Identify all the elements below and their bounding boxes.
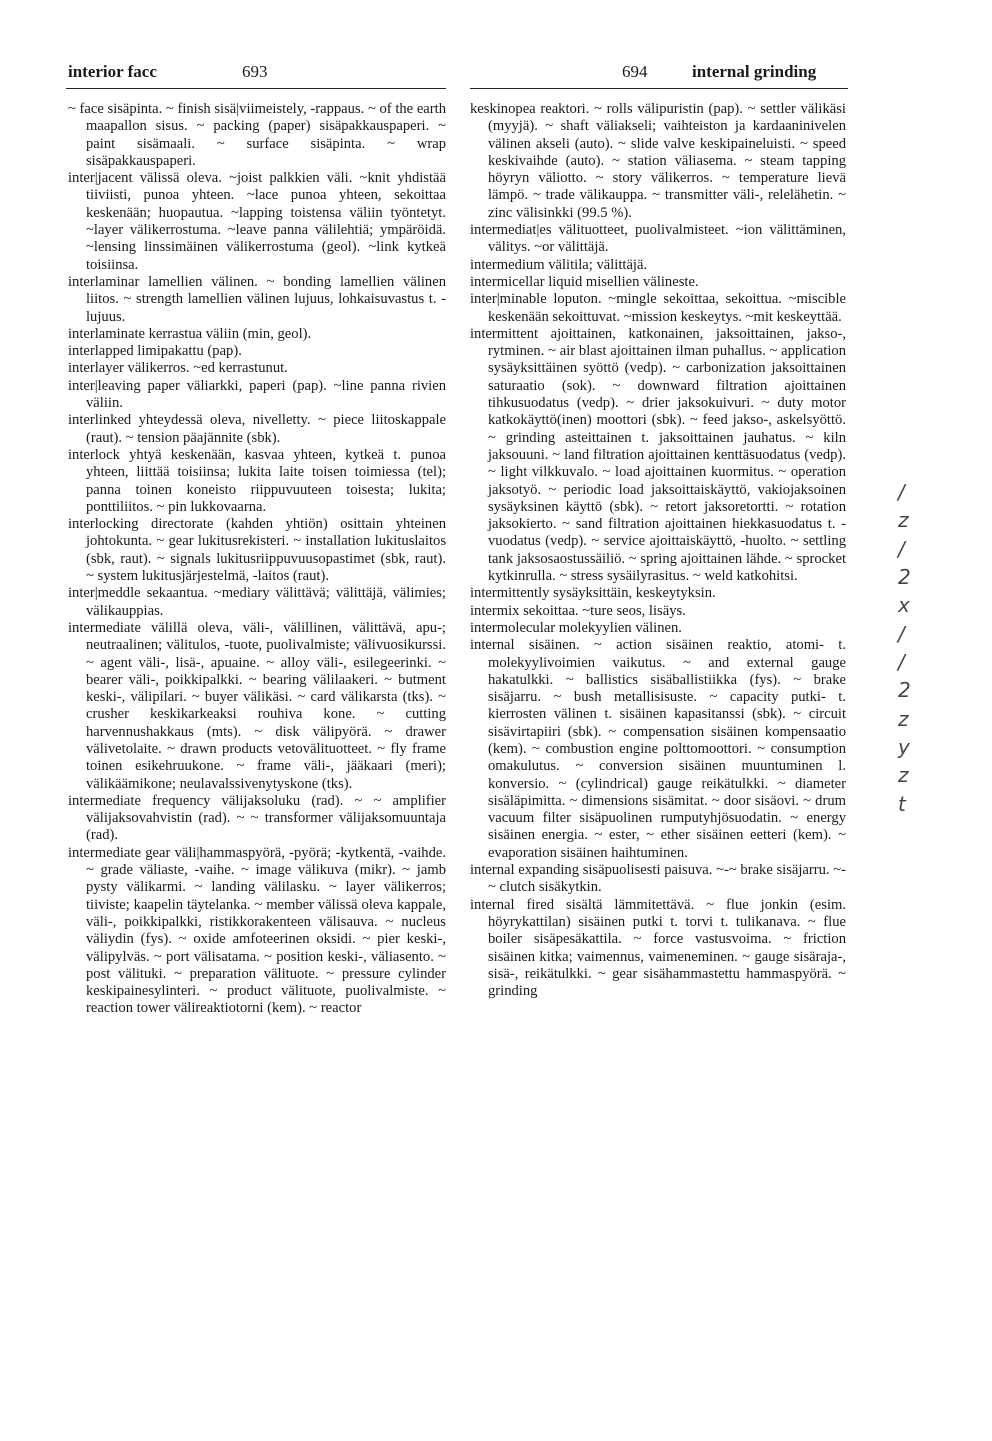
dictionary-entry: keskinopea reaktori. ~ rolls välipuristin (pap). ~ settler välikäsi (myyjä). ~ shaft väliakseli; vaihteiston ja kardaaninivelen välinen akseli (auto). ~ slide valve keskipaineluisti. ~ speed keskivaihde (auto). ~ station väliasema. ~ steam tapping höyryn väliotto. ~ story välikerros. ~ temperature lievä lämpö. ~ trade välikauppa. ~ transmitter väli-, relelähetin. ~ zinc välisinkki (99.5 %). <box>470 101 846 221</box>
dictionary-entry: interlapped limipakattu (pap). <box>68 343 242 360</box>
dictionary-entry: intermedium välitila; välittäjä. <box>470 256 648 273</box>
margin-mark: / <box>898 480 905 504</box>
dictionary-entry: interlocking directorate (kahden yhtiön) osittain yhteinen johtokunta. ~ gear lukitusrekisteri. ~ installation lukituslaitos (sbk, raut). ~ signals lukitusriippuvuusopastimet (sbk, raut). ~ system lukitusjärjestelmä, -laitos (raut). <box>68 516 446 585</box>
right-guide-word: internal grinding <box>692 62 817 81</box>
dictionary-entry: interlaminate kerrastua väliin (min, geol). <box>68 325 312 342</box>
margin-mark: / <box>898 650 905 674</box>
left-column <box>68 101 446 1321</box>
margin-mark: z <box>898 706 909 731</box>
margin-mark: t <box>898 791 906 816</box>
margin-mark: 2 <box>898 678 911 703</box>
dictionary-entry: internal sisäinen. ~ action sisäinen reaktio, atomi- t. molekyylivoimien vaikutus. ~ and external gauge hakatulkki. ~ ballistics sisäballistiikka (fys). ~ brake sisäjarru. ~ bush metallisisuste. ~ capacity putki- t. kierrosten välinen t. sisäinen kapasitanssi (sbk). ~ circuit sisävirtapiiri (sbk). ~ compensation sisäinen kompensaatio (kem). ~ combustion engine polttomoottori. ~ consumption omakulutus. ~ conversion sisäinen muuntuminen l. konversio. ~ (cylindrical) gauge reikätulkki. ~ diameter sisäläpimitta. ~ dimensions sisämitat. ~ door sisäovi. ~ drum vacuum filter sisäpuolinen rumputyhjösuodatin. ~ energy sisäinen energia. ~ ester, ~ ether sisäinen eetteri (kem). ~ evaporation sisäinen haihtuminen. <box>470 637 846 861</box>
dictionary-entry: intermix sekoittaa. ~ture seos, lisäys. <box>470 602 686 619</box>
dictionary-entry: intermittent ajoittainen, katkonainen, jaksoittainen, jakso-, rytminen. ~ air blast ajoittainen ilman puhallus. ~ application sysäyksittäinen syöttö (vedp). ~ carbonization jaksoittainen saturaatio (sok). ~ downward filtration ajoittainen tihkusuodatus (vedp). ~ drier jaksokuivuri. ~ duty motor katkokäyttö(inen) moottori (sbk). ~ feed jakso-, askelsyöttö. ~ grinding asteittainen t. jaksoittainen jauhatus. ~ kiln jaksouuni. ~ land filtration ajoittainen kenttäsuodatus (vedp). ~ light vilkkuvalo. ~ load ajoittainen kuormitus. ~ operation jaksotyö. ~ periodic load jaksoittaiskäyttö, vakiojaksoinen sysäyksinen käyttö (sbk). ~ retort jaksoretortti. ~ rotation jaksokierto. ~ sand filtration ajoittainen hiekkasuodatus t. -vuodatus (vedp). ~ service ajoittaiskäyttö, -huolto. ~ settling tank jaksosaostussäiliö. ~ spring ajoittainen lähde. ~ sprocket kytkinrulla. ~ stress sysäilyrasitus. ~ weld katkohitsi. <box>470 325 846 585</box>
dictionary-entry: inter|meddle sekaantua. ~mediary välittävä; välittäjä, välimies; välikauppias. <box>68 585 446 619</box>
dictionary-entry: internal fired sisältä lämmitettävä. ~ flue jonkin (esim. höyrykattilan) sisäinen putki t. torvi t. tulikanava. ~ flue boiler sisäpesäkattila. ~ force vastusvoima. ~ friction sisäinen kitka; vaimennus, vaimeneminen. ~ gauge sisäraja-, sisä-, reikätulkki. ~ gear sisähammastettu hammaspyörä. ~ grinding <box>470 896 846 1000</box>
right-column <box>470 101 846 1321</box>
dictionary-entry: intermediate frequency välijaksoluku (rad). ~ ~ amplifier välijaksovahvistin (rad). ~ ~ transformer välijaksomuuntaja (rad). <box>68 792 446 844</box>
dictionary-entry: interlaminar lamellien välinen. ~ bonding lamellien välinen liitos. ~ strength lamellien välinen lujuus, lohkaisuvastus t. -lujuus. <box>68 273 446 325</box>
margin-mark: z <box>898 508 909 533</box>
handwritten-margin-marks <box>890 480 930 820</box>
dictionary-entry: intermediate gear väli|hammaspyörä, -pyörä; -kytkentä, -vaihde. ~ grade väliaste, -vaihe. ~ image välikuva (mikr). ~ jamb pysty välikarmi. ~ landing välilasku. ~ layer välikerros; tiiviste; kaapelin täytelanka. ~ member välissä oleva kappale, väli-, poikkipalkki, ristikkorakenteen välisauva. ~ nucleus väliydin (fys). ~ oxide amfoteerinen oksidi. ~ pier keski-, välipylväs. ~ port välisatama. ~ position keski-, väliasento. ~ post välituki. ~ preparation välituote. ~ pressure cylinder keskipainesylinteri. ~ product välituote, puolivalmiste. ~ reaction tower välireaktiotorni (kem). ~ reactor <box>68 844 446 1017</box>
dictionary-entry: inter|leaving paper väliarkki, paperi (pap). ~line panna rivien väliin. <box>68 377 446 412</box>
right-page-number: 694 <box>622 62 648 81</box>
header-rule-left <box>66 88 446 89</box>
margin-mark: y <box>898 735 910 759</box>
dictionary-entry: ~ face sisäpinta. ~ finish sisä|viimeistely, -rappaus. ~ of the earth maapallon sisus. ~ packing (paper) sisäpakkauspaperi. ~ paint sisämaali. ~ surface sisäpinta. ~ wrap sisäpakkauspaperi. <box>68 101 446 169</box>
margin-mark: 2 <box>898 565 911 589</box>
dictionary-entry: intermediate välillä oleva, väli-, välillinen, välittävä, apu-; neutraalinen; välitulos, -tuote, puolivalmiste; välivuosikurssi. ~ agent väli-, lisä-, apuaine. ~ alloy väli-, esilegeerinki. ~ bearer väli-, poikkipalkki. ~ bearing välilaakeri. ~ butment keski-, välipilari. ~ buyer välikäsi. ~ card välikarsta (tks). ~ crusher keskikarkeaksi rouhiva kone. ~ cutting harvennushakkaus (mts). ~ disk välipyörä. ~ drawer välivetolaite. ~ drawn products vetovälituotteet. ~ fly frame toinen esikehruukone. ~ frame väli-, jääkaari (meri); välikäämikone; neulavalssivenytyskone (tks). <box>68 619 446 792</box>
margin-mark: x <box>898 593 910 618</box>
margin-mark: / <box>898 621 905 646</box>
left-guide-word: interior facc <box>68 62 157 81</box>
margin-mark: / <box>898 536 905 561</box>
header-rule-right <box>470 88 848 89</box>
dictionary-entry: intermolecular molekyylien välinen. <box>470 619 682 636</box>
dictionary-entry: internal expanding sisäpuolisesti paisuva. ~-~ brake sisäjarru. ~-~ clutch sisäkytkin. <box>470 862 846 896</box>
dictionary-entry: inter|jacent välissä oleva. ~joist palkkien väli. ~knit yhdistää tiiviisti, punoa yhteen. ~lace punoa yhteen, sekoittaa keskenään; huopautua. ~lapping toistensa väliin työntetyt. ~layer välikerrostuma. ~leave panna välilehtiä; ympäröidä. ~lensing linssimäinen välikerrostuma (geol). ~link kytkeä toisiinsa. <box>68 170 446 273</box>
dictionary-entry: interlinked yhteydessä oleva, nivelletty. ~ piece liitoskappale (raut). ~ tension päajännite (sbk). <box>68 412 446 446</box>
dictionary-entry: intermicellar liquid misellien välineste. <box>470 273 699 290</box>
dictionary-entry: inter|minable loputon. ~mingle sekoittaa, sekoittua. ~miscible keskenään sekoittuvat. ~mission keskeytys. ~mit keskeyttää. <box>470 291 846 325</box>
dictionary-entry: interlock yhtyä keskenään, kasvaa yhteen, kytkeä t. punoa yhteen, liittää toisiinsa; lukita laite toisen toimiessa (tel); panna toinen koneisto riippuvuuteen toisesta; lukita; ponttiliitos. ~ pin lukkovaarna. <box>68 446 446 515</box>
page-header <box>0 62 992 86</box>
dictionary-entry: intermediat|es välituotteet, puolivalmisteet. ~ion välittäminen, välitys. ~or välittäjä. <box>470 222 846 256</box>
margin-mark: z <box>898 763 909 788</box>
dictionary-entry: intermittently sysäyksittäin, keskeytyksin. <box>470 585 716 602</box>
dictionary-entry: interlayer välikerros. ~ed kerrastunut. <box>68 360 288 377</box>
left-page-number: 693 <box>242 62 268 81</box>
